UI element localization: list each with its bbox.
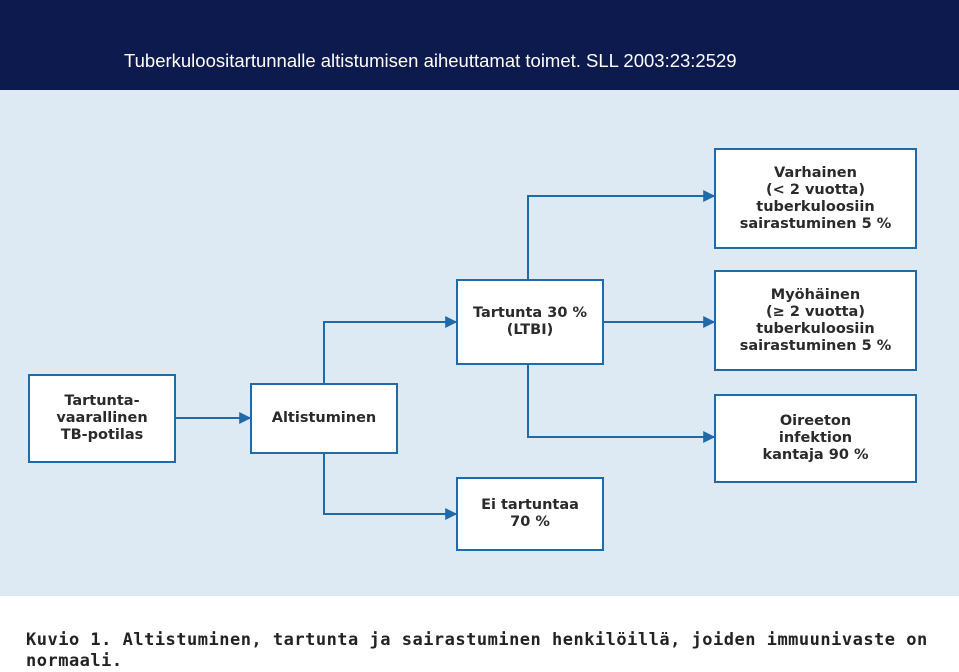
node-patient [28, 374, 176, 463]
node-late-disease-label: Myöhäinen (≥ 2 vuotta) tuberkuloosiin sairastuminen 5 % [739, 286, 892, 354]
node-no-infection [456, 477, 604, 551]
node-patient-label: Tartunta- vaarallinen TB-potilas [56, 393, 148, 443]
header-bar [0, 0, 959, 90]
node-late-disease [714, 270, 917, 371]
node-early-disease-label: Varhainen (< 2 vuotta) tuberkuloosiin sairastuminen 5 % [739, 164, 892, 232]
node-carrier-label: Oireeton infektion kantaja 90 % [762, 413, 869, 463]
node-carrier [714, 394, 917, 483]
node-infection [456, 279, 604, 365]
node-infection-label: Tartunta 30 % (LTBI) [472, 305, 588, 338]
node-no-infection-label: Ei tartuntaa 70 % [481, 497, 579, 530]
node-early-disease [714, 148, 917, 249]
slide-title: Tuberkuloositartunnalle altistumisen aiheuttamat toimet. SLL 2003:23:2529 [124, 50, 737, 71]
figure-caption: Kuvio 1. Altistuminen, tartunta ja sairastuminen henkilöillä, joiden immuunivaste on normaali. [26, 630, 928, 671]
node-exposure-label: Altistuminen [271, 410, 377, 426]
node-exposure [250, 383, 398, 454]
